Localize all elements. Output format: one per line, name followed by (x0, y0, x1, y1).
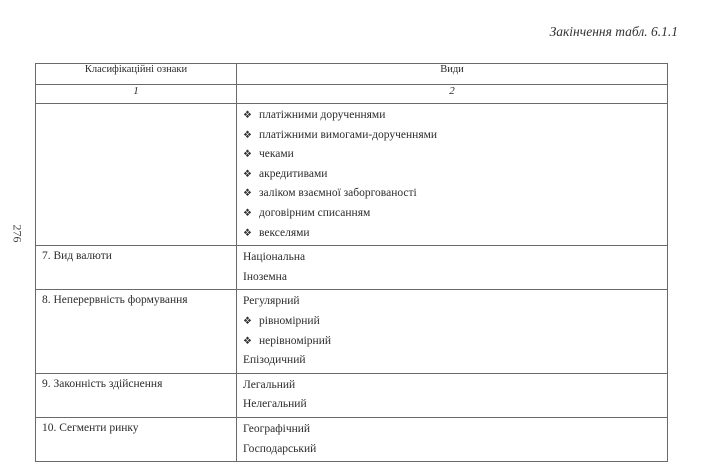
classification-feature-cell (36, 246, 237, 290)
column-number-row (36, 85, 668, 104)
type-item (243, 224, 661, 244)
table-row (36, 290, 668, 373)
types-cell (237, 290, 668, 373)
type-item-text: Нелегальний (243, 398, 307, 411)
table-row (36, 246, 668, 290)
type-item-text: рівномірний (259, 314, 320, 327)
type-item (243, 376, 661, 396)
diamond-bullet-icon: ❖ (243, 110, 252, 121)
table-continuation-label: Закінчення табл. 6.1.1 (549, 24, 678, 39)
types-cell (237, 373, 668, 417)
table-body (36, 104, 668, 462)
type-item (243, 165, 661, 185)
table-row (36, 104, 668, 246)
type-item-text: платіжними дорученнями (259, 109, 386, 121)
table-row (36, 417, 668, 461)
type-item-text: Географічний (243, 422, 311, 435)
type-item-text: векселями (259, 226, 310, 239)
column-number-2: 2 (237, 85, 668, 104)
type-item (243, 312, 661, 332)
type-item (243, 332, 661, 352)
type-item (243, 420, 661, 440)
type-item-text: Іноземна (243, 270, 287, 283)
page-number: 276 (10, 224, 25, 243)
types-cell (237, 246, 668, 290)
type-item (243, 106, 661, 126)
type-item (243, 268, 661, 288)
header-types: Види (237, 64, 668, 85)
type-item-text: нерівномірний (259, 334, 332, 347)
type-item-text: Легальний (243, 378, 296, 391)
classification-feature-cell (36, 104, 237, 246)
type-item-text: чеками (259, 148, 294, 161)
type-item-text: договірним списанням (259, 206, 371, 219)
type-item-text: Регулярний (243, 295, 300, 308)
type-item (243, 440, 661, 460)
types-cell (237, 104, 668, 246)
diamond-bullet-icon: ❖ (243, 207, 252, 219)
type-item (243, 292, 661, 312)
type-item-text: платіжними вимогами-дорученнями (259, 128, 438, 141)
diamond-bullet-icon: ❖ (243, 188, 252, 200)
type-item (243, 204, 661, 224)
classification-table (35, 63, 668, 462)
type-item-text: Епізодичний (243, 354, 306, 367)
diamond-bullet-icon: ❖ (243, 315, 252, 327)
classification-feature-cell (36, 290, 237, 373)
diamond-bullet-icon: ❖ (243, 227, 252, 239)
type-item (243, 351, 661, 371)
type-item (243, 395, 661, 415)
classification-feature-cell (36, 373, 237, 417)
types-cell (237, 417, 668, 461)
column-number-1: 1 (36, 85, 237, 104)
type-item-text: акредитивами (259, 167, 328, 180)
classification-feature-label: 7. Вид валюти (42, 250, 112, 263)
diamond-bullet-icon: ❖ (243, 149, 252, 161)
classification-feature-label: 10. Сегменти ринку (42, 421, 139, 434)
type-item-text: заліком взаємної заборгованості (259, 187, 417, 200)
type-item (243, 248, 661, 268)
diamond-bullet-icon: ❖ (243, 129, 252, 141)
table-row (36, 373, 668, 417)
type-item (243, 184, 661, 204)
type-item (243, 145, 661, 165)
header-classification-features: Класифікаційні ознаки (36, 64, 237, 85)
type-item-text: Національна (243, 251, 306, 264)
diamond-bullet-icon: ❖ (243, 168, 252, 180)
classification-feature-label: 9. Законність здійснення (42, 377, 163, 390)
type-item-text: Господарський (243, 442, 317, 455)
classification-feature-cell (36, 417, 237, 461)
classification-feature-label: 8. Неперервність формування (42, 294, 188, 307)
type-item (243, 126, 661, 146)
diamond-bullet-icon: ❖ (243, 335, 252, 347)
table-header-row (36, 64, 668, 85)
